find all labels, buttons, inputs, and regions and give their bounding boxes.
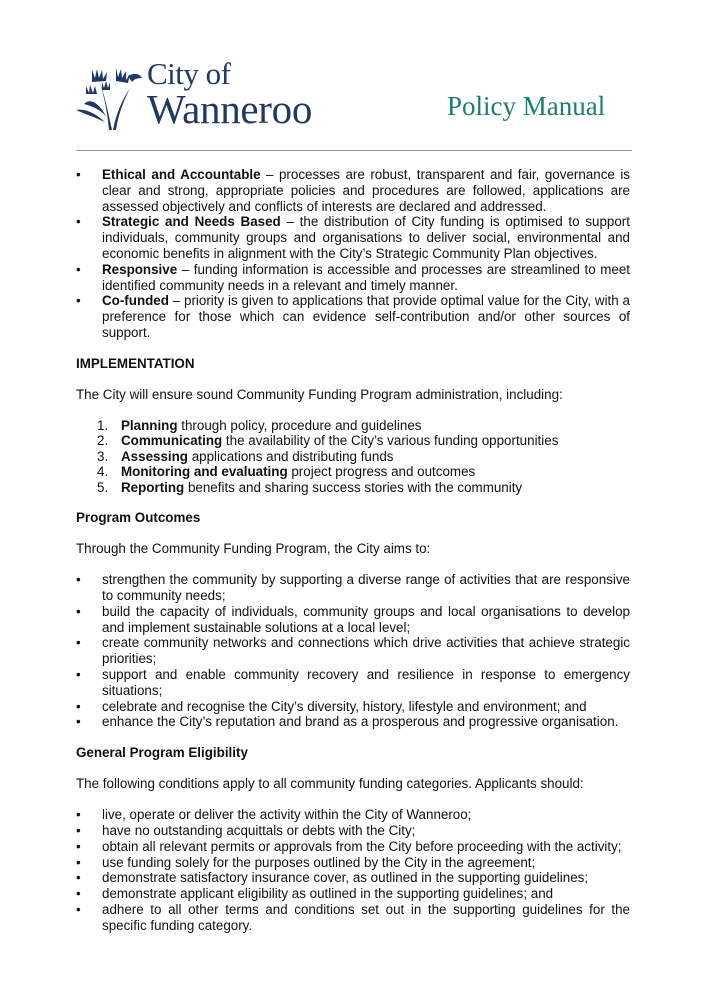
list-item xyxy=(76,855,630,871)
item-number: 5. xyxy=(97,479,109,495)
item-text: applications and distributing funds xyxy=(188,448,394,464)
eligibility-text: demonstrate applicant eligibility as outlined in the supporting guidelines; and xyxy=(102,886,554,902)
principle-term: Responsive xyxy=(102,261,178,277)
outcomes-intro: Through the Community Funding Program, the City aims to: xyxy=(76,541,431,557)
bullet-icon: • xyxy=(76,807,81,823)
list-item xyxy=(76,214,630,261)
principle-text: – funding information is accessible and processes are streamlined to meet identified community needs in a relevant and timely manner. xyxy=(102,261,630,293)
eligibility-text: use funding solely for the purposes outlined by the City in the agreement; xyxy=(102,854,536,870)
list-item xyxy=(76,714,630,730)
outcome-text: enhance the City’s reputation and brand as a prosperous and progressive organisation. xyxy=(102,714,619,730)
list-item xyxy=(97,433,630,449)
list-item xyxy=(76,823,630,839)
bullet-icon: • xyxy=(76,214,81,230)
item-term: Assessing xyxy=(121,448,188,464)
item-text: the availability of the City’s various funding opportunities xyxy=(222,433,559,449)
item-term: Reporting xyxy=(121,479,185,495)
eligibility-heading: General Program Eligibility xyxy=(76,745,248,761)
item-number: 1. xyxy=(97,417,109,433)
eligibility-text: have no outstanding acquittals or debts with the City; xyxy=(102,823,416,839)
bullet-icon: • xyxy=(76,167,81,182)
page-content xyxy=(76,167,630,934)
bullet-icon: • xyxy=(76,698,81,714)
outcome-text: support and enable community recovery and resilience in response to emergency situations; xyxy=(102,667,630,698)
bullet-icon: • xyxy=(76,667,81,683)
list-item xyxy=(76,167,630,214)
outcome-text: strengthen the community by supporting a diverse range of activities that are responsive to community needs; xyxy=(102,572,630,604)
list-item xyxy=(76,635,630,667)
eligibility-text: adhere to all other terms and conditions set out in the supporting guidelines for the specific funding category. xyxy=(102,902,630,933)
outcome-text: create community networks and connections which drive activities that achieve strategic priorities; xyxy=(102,635,630,667)
list-item xyxy=(76,572,630,604)
list-item xyxy=(97,449,630,465)
item-number: 4. xyxy=(97,464,109,480)
outcome-text: celebrate and recognise the City’s diversity, history, lifestyle and environment; and xyxy=(102,698,587,714)
bullet-icon: • xyxy=(76,823,81,839)
eligibility-list xyxy=(76,807,630,933)
item-term: Planning xyxy=(121,417,178,433)
item-text: project progress and outcomes xyxy=(287,464,476,480)
principle-term: Co-funded xyxy=(102,293,169,309)
outcomes-heading: Program Outcomes xyxy=(76,510,201,526)
list-item xyxy=(76,604,630,636)
bullet-icon: • xyxy=(76,854,81,870)
list-item xyxy=(76,262,630,294)
list-item xyxy=(76,807,630,823)
outcomes-list xyxy=(76,572,630,730)
principle-text: – processes are robust, transparent and fair, governance is clear and strong, appropriate policies and procedures are followed, applications are assessed objectively and conflicts of interests are declared and addressed. xyxy=(102,167,630,214)
principle-text: – priority is given to applications that provide optimal value for the City, with a preference for those which can evidence self-contribution and/or other sources of support. xyxy=(102,293,630,340)
list-item xyxy=(76,667,630,699)
bullet-icon: • xyxy=(76,603,81,619)
city-logo-icon xyxy=(72,62,146,132)
list-item xyxy=(76,902,630,934)
bullet-icon: • xyxy=(76,635,81,651)
item-number: 2. xyxy=(97,433,109,449)
list-item xyxy=(76,870,630,886)
bullet-icon: • xyxy=(76,886,81,902)
item-text: benefits and sharing success stories with the community xyxy=(184,479,523,495)
principle-term: Ethical and Accountable xyxy=(102,167,261,182)
bullet-icon: • xyxy=(76,714,81,730)
bullet-icon: • xyxy=(76,293,81,309)
page-header xyxy=(0,0,706,152)
bullet-icon: • xyxy=(76,838,81,854)
eligibility-text: demonstrate satisfactory insurance cover, as outlined in the supporting guidelines; xyxy=(102,870,589,886)
header-divider xyxy=(76,150,632,151)
list-item xyxy=(76,839,630,855)
eligibility-text: obtain all relevant permits or approvals from the City before proceeding with the activity; xyxy=(102,838,622,854)
implementation-list xyxy=(97,418,630,496)
list-item xyxy=(97,480,630,496)
item-term: Communicating xyxy=(121,433,223,449)
principles-list xyxy=(76,167,630,341)
logo-city-text: City of xyxy=(147,56,231,91)
eligibility-intro: The following conditions apply to all community funding categories. Applicants should: xyxy=(76,776,584,792)
outcome-text: build the capacity of individuals, community groups and local organisations to develop and implement sustainable solutions at a local level; xyxy=(102,603,630,635)
manual-title: Policy Manual xyxy=(447,91,606,121)
list-item xyxy=(76,886,630,902)
list-item xyxy=(76,699,630,715)
bullet-icon: • xyxy=(76,261,81,277)
implementation-intro: The City will ensure sound Community Funding Program administration, including: xyxy=(76,386,563,402)
bullet-icon: • xyxy=(76,902,81,918)
item-text: through policy, procedure and guidelines xyxy=(177,417,422,433)
list-item xyxy=(97,464,630,480)
list-item xyxy=(97,418,630,434)
principle-text: – the distribution of City funding is optimised to support individuals, community groups and organisations to deliver social, environmental and economic benefits in alignment with the City’s Strategic Community Plan objectives. xyxy=(102,214,630,261)
item-term: Monitoring and evaluating xyxy=(121,464,288,480)
item-number: 3. xyxy=(97,448,109,464)
list-item xyxy=(76,293,630,340)
logo-name-text: Wanneroo xyxy=(147,86,313,132)
implementation-heading: IMPLEMENTATION xyxy=(76,355,195,371)
bullet-icon: • xyxy=(76,870,81,886)
principle-term: Strategic and Needs Based xyxy=(102,214,281,230)
eligibility-text: live, operate or deliver the activity within the City of Wanneroo; xyxy=(102,807,472,823)
bullet-icon: • xyxy=(76,572,81,588)
